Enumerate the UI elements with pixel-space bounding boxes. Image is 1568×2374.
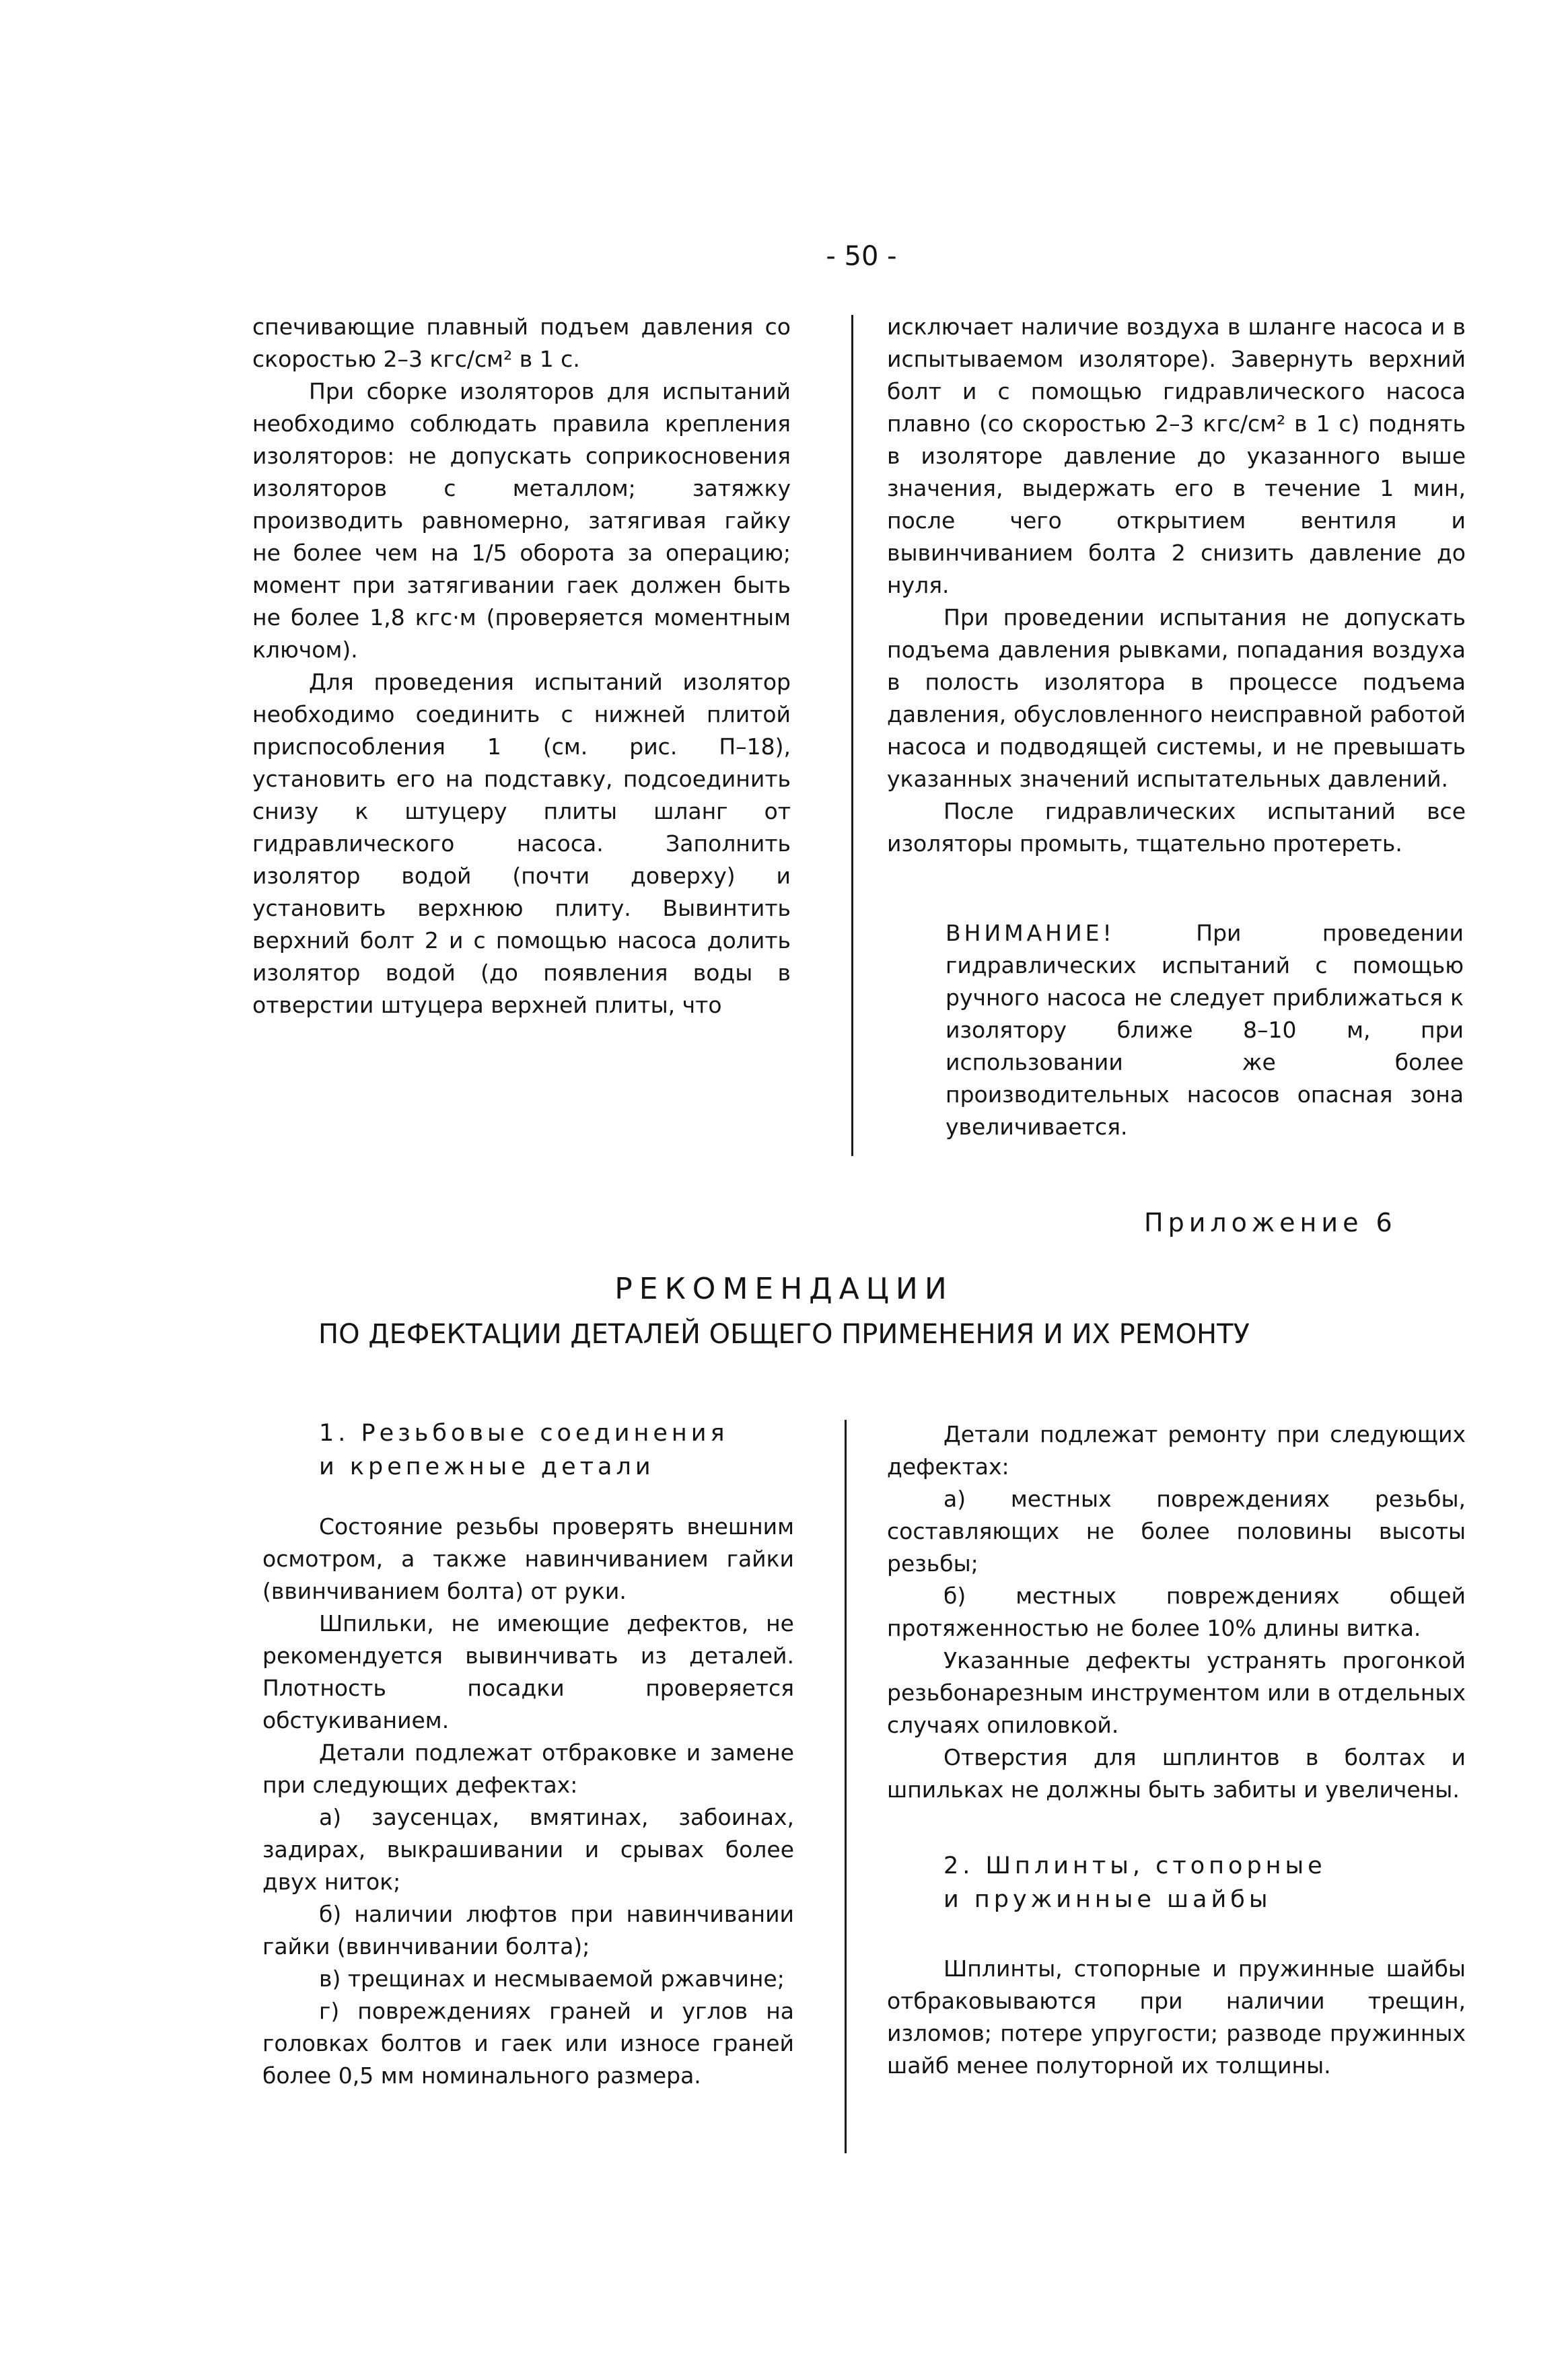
section1-left-column [262, 1416, 794, 2092]
recommendations-subtitle: ПО ДЕФЕКТАЦИИ ДЕТАЛЕЙ ОБЩЕГО ПРИМЕНЕНИЯ И ИХ РЕМОНТУ [318, 1319, 1250, 1350]
list-item: б) местных повреждениях общей протяженностью не более 10% длины витка. [887, 1583, 1466, 1641]
column-divider [845, 1420, 847, 2153]
paragraph: Состояние резьбы проверять внешним осмотром, а также навинчиванием гайки (ввинчиванием болта) от руки. [262, 1513, 794, 1604]
top-right-column [887, 311, 1466, 860]
section-heading: и крепежные детали [319, 1453, 655, 1480]
paragraph: Детали подлежат ремонту при следующих дефектах: [887, 1421, 1466, 1480]
warning-text: При проведении гидравлических испытаний с помощью ручного насоса не следует приближаться к изолятору ближе 8–10 м, при использовании же более производительных насосов опасная зона увеличивается. [946, 920, 1464, 1140]
paragraph: При сборке изоляторов для испытаний необходимо соблюдать правила крепления изоляторов: не допускать соприкосновения изоляторов с металлом; затяжку производить равномерно, затягивая гайку не более чем на 1/5 оборота за операцию; момент при затягивании гаек должен быть не более 1,8 кгс·м (проверяется моментным ключом). [252, 378, 791, 663]
list-item: б) наличии люфтов при навинчивании гайки (ввинчивании болта); [262, 1901, 794, 1959]
section-heading: 1. Резьбовые соединения [319, 1420, 729, 1447]
paragraph: спечивающие плавный подъем давления со скоростью 2–3 кгс/см² в 1 с. [252, 314, 791, 372]
appendix-label: Приложение 6 [1144, 1208, 1397, 1237]
top-left-column [252, 311, 791, 1021]
list-item: в) трещинах и несмываемой ржавчине; [319, 1966, 785, 1992]
paragraph: Отверстия для шплинтов в болтах и шпильках не должны быть забиты и увеличены. [887, 1744, 1466, 1803]
paragraph: Указанные дефекты устранять прогонкой резьбонарезным инструментом или в отдельных случаях опиловкой. [887, 1647, 1466, 1738]
page-number: - 50 - [826, 241, 897, 272]
warning-label: ВНИМАНИЕ! [946, 920, 1115, 946]
warning-note [946, 917, 1464, 1143]
paragraph: исключает наличие воздуха в шланге насоса и в испытываемом изоляторе). Завернуть верхний болт и с помощью гидравлического насоса плавно (со скоростью 2–3 кгс/см² в 1 с) поднять в изоляторе давление до указанного выше значения, выдержать его в течение 1 мин, после чего открытием вентиля и вывинчиванием болта 2 снизить давление до нуля. [887, 314, 1466, 598]
section-heading: 2. Шплинты, стопорные [943, 1853, 1326, 1879]
list-item: г) повреждениях граней и углов на головках болтов и гаек или износе граней более 0,5 мм номинального размера. [262, 1998, 794, 2089]
column-divider [851, 315, 853, 1156]
paragraph: После гидравлических испытаний все изоляторы промыть, тщательно протереть. [887, 798, 1466, 857]
paragraph: Детали подлежат отбраковке и замене при следующих дефектах: [262, 1739, 794, 1798]
list-item: а) местных повреждениях резьбы, составляющих не более половины высоты резьбы; [887, 1486, 1466, 1577]
section-heading: и пружинные шайбы [943, 1886, 1272, 1913]
paragraph: Для проведения испытаний изолятор необходимо соединить с нижней плитой приспособления 1 (см. рис. П–18), установить его на подставку, подсоединить снизу к штуцеру плиты шланг от гидравлического насоса. Заполнить изолятор водой (почти доверху) и установить верхнюю плиту. Вывинтить верхний болт 2 и с помощью насоса долить изолятор водой (до появления воды в отверстии штуцера верхней плиты, что [252, 669, 791, 1018]
list-item: а) заусенцах, вмятинах, забоинах, задирах, выкрашивании и срывах более двух ниток; [262, 1804, 794, 1895]
recommendations-title: РЕКОМЕНДАЦИИ [614, 1272, 954, 1306]
section1-right-column [887, 1418, 1466, 2082]
paragraph: При проведении испытания не допускать подъема давления рывками, попадания воздуха в полость изолятора в процессе подъема давления, обусловленного неисправной работой насоса и подводящей системы, и не превышать указанных значений испытательных давлений. [887, 604, 1466, 792]
paragraph: Шплинты, стопорные и пружинные шайбы отбраковываются при наличии трещин, изломов; потере упругости; разводе пружинных шайб менее полуторной их толщины. [887, 1955, 1466, 2079]
paragraph: Шпильки, не имеющие дефектов, не рекомендуется вывинчивать из деталей. Плотность посадки проверяется обстукиванием. [262, 1610, 794, 1733]
